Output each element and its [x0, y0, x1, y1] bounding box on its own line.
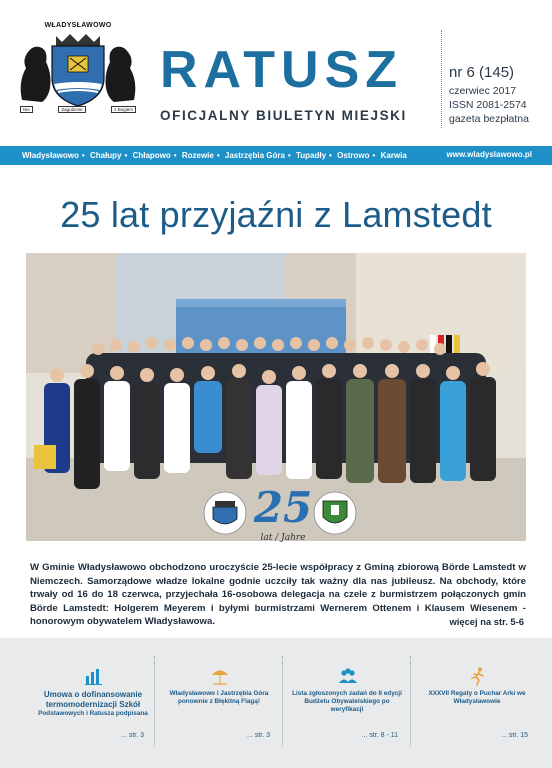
divider: [282, 656, 283, 746]
separator: •: [329, 151, 332, 160]
divider: [410, 656, 411, 746]
town-item: Ostrowo: [337, 151, 370, 160]
town-item: Tupadły: [295, 151, 327, 160]
separator: •: [216, 151, 220, 160]
towns-list: [22, 151, 410, 160]
teaser-text: [288, 690, 406, 714]
teaser-page: ... str. 15: [501, 732, 528, 739]
town-item: Rozewie: [181, 151, 214, 160]
divider: [154, 656, 155, 746]
chart-icon: [84, 666, 104, 686]
teaser-page: ... str. 3: [121, 732, 144, 739]
town-item: Władysławowo: [22, 151, 79, 160]
teaser-subtitle: Podstawowych i Ratusza podpisana: [38, 710, 148, 717]
masthead: [0, 0, 552, 140]
teaser-text: [34, 690, 152, 718]
towns-bar: [0, 146, 552, 165]
teaser-title: Umowa o dofinansowanie termomodernizacji Szkół: [43, 690, 143, 709]
publication-title: RATUSZ: [160, 41, 404, 99]
town-item: Jastrzębia Góra: [224, 151, 285, 160]
people-icon: [338, 666, 358, 686]
teaser-card[interactable]: [288, 656, 406, 752]
teaser-page: ... str. 8 - 11: [361, 732, 398, 739]
free-label: gazeta bezpłatna: [449, 113, 529, 125]
issue-meta: [449, 84, 529, 126]
separator: •: [173, 151, 177, 160]
teaser-subtitle: Lista zgłoszonych zadań do II edycji Budżetu Obywatelskiego po weryfikacji: [292, 690, 402, 713]
article-headline: 25 lat przyjaźni z Lamstedt: [60, 194, 492, 235]
teaser-text: [418, 690, 536, 706]
teaser-page: ... str. 3: [247, 732, 270, 739]
issue-number: nr 6 (145): [449, 64, 515, 81]
read-more-link[interactable]: więcej na str. 5-6: [449, 616, 524, 627]
crest-name: WŁADYSŁAWOWO: [44, 22, 112, 29]
crest-ribbon: Nie Zagubione z Bogiem: [20, 104, 136, 114]
beach-umbrella-icon: [210, 666, 230, 686]
town-item: Karwia: [380, 151, 407, 160]
runner-icon: [468, 666, 488, 686]
town-crest-logo: [16, 22, 140, 122]
teaser-subtitle: XXXVII Regaty o Puchar Arki we Władysławowie: [428, 690, 526, 705]
article-lead: W Gminie Władysławowo obchodzono uroczyście 25-lecie współpracy z Gminą zbiorową Börde Lamstedt w Niemczech. Samorządowe władze lokalne godnie uczciły tak ważny dla nas jubileusz. Na obchody, które trwały od 16 do 18 czerwca, przyjechała 16-osobowa delegacja na czele z burmistrzem połączonych gmin Börde Lamstedt: Holgerem Meyerem i byłymi burmistrzami Wernerem Ottenem i Klausem Wiesenem - honorowym obywatelem Władysławowa.: [30, 562, 526, 627]
town-item: Chłapowo: [132, 151, 171, 160]
teaser-card[interactable]: [418, 656, 536, 752]
publication-subtitle: OFICJALNY BIULETYN MIEJSKI: [160, 108, 407, 123]
separator: •: [81, 151, 85, 160]
town-item: Chałupy: [89, 151, 122, 160]
jubilee-logo: [203, 483, 363, 557]
teasers-section: [0, 638, 552, 768]
separator: •: [372, 151, 376, 160]
issue-date: czerwiec 2017: [449, 85, 517, 97]
teaser-card[interactable]: [34, 656, 152, 752]
divider: [441, 30, 442, 128]
separator: •: [124, 151, 128, 160]
teaser-card[interactable]: [160, 656, 278, 752]
teaser-subtitle: Władysławowo i Jastrzębia Góra ponownie z Błękitną Flagą!: [169, 690, 269, 705]
jubilee-number: 25: [253, 483, 313, 532]
website-link[interactable]: www.wladyslawowo.pl: [446, 150, 532, 159]
issn: ISSN 2081-2574: [449, 99, 527, 111]
teaser-text: [160, 690, 278, 706]
separator: •: [287, 151, 291, 160]
jubilee-caption: lat / Jahre: [260, 533, 306, 543]
